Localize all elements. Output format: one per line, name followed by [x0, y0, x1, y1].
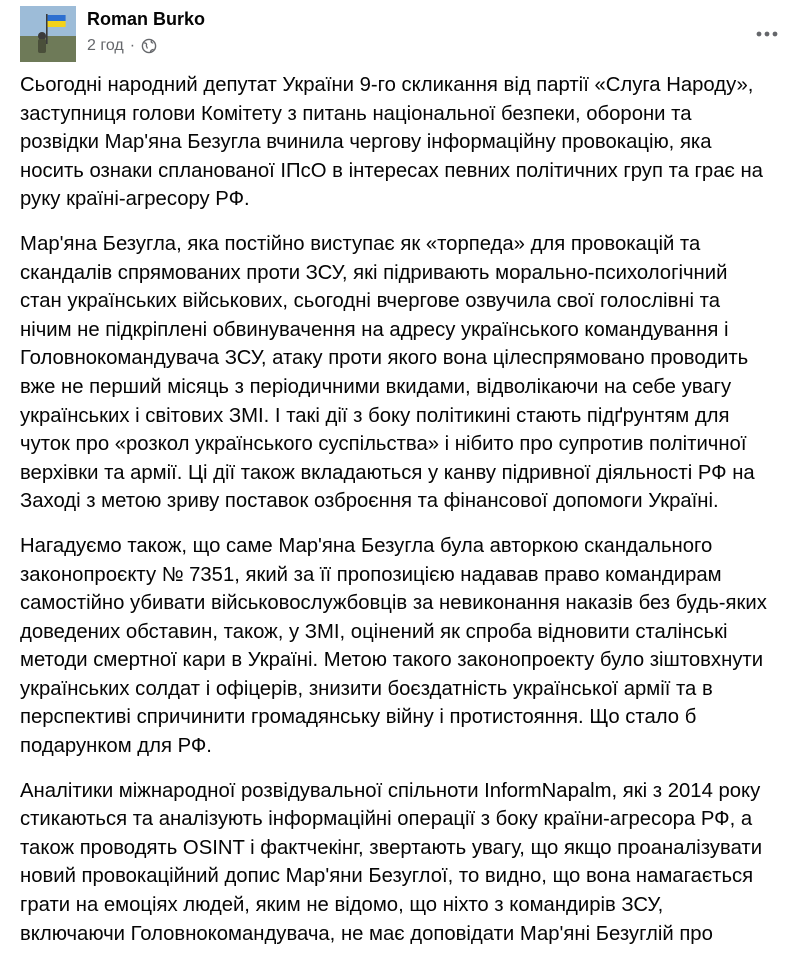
- more-options-button[interactable]: [747, 18, 787, 50]
- post-paragraph: Нагадуємо також, що саме Мар'яна Безугла була авторкою скандального законопроєкту № 7351, який за її пропозицією надавав право командирам самостійно убивати військовослужбовців за невиконання наказів без будь-яких доведених обставин, також, у ЗМІ, оцінений як спроба відновити сталінські методи смертної кари в Україні. Метою такого законопроекту було зіштовхнути українських солдат і офіцерів, знизити боєздатність української армії та в перспективі спричинити громадянську війну і протистояння. Що стало б подарунком для РФ.: [20, 534, 767, 758]
- avatar[interactable]: [20, 6, 76, 62]
- more-horizontal-icon: [756, 25, 778, 43]
- meta-separator: ·: [129, 37, 136, 54]
- post-time[interactable]: 2 год: [87, 37, 124, 54]
- post-paragraph: Мар'яна Безугла, яка постійно виступає як «торпеда» для провокацій та скандалів спрямованих проти ЗСУ, які підривають морально-психологічний стан українських військових, сьогодні вчергове озвучила свої голослівні та нічим не підкріплені обвинувачення на адресу українського командування і Головнокомандувача ЗСУ, атаку проти якого вона цілеспрямовано проводить вже не перший місяць з періодичними вкидами, відволікаючи на себе увагу українських і світових ЗМІ. І такі дії з боку політикині стають підґрунтям для чуток про «розкол українського суспільства» і нібито про супротив політичної верхівки та армії. Ці дії також вкладаються у канву підривної діяльності РФ на Заході з метою зриву поставок озброєння та фінансової допомоги Україні.: [20, 232, 755, 513]
- post-meta: [87, 37, 157, 55]
- author-name[interactable]: Roman Burko: [87, 9, 206, 29]
- globe-icon[interactable]: [141, 38, 157, 54]
- post-body: [20, 71, 786, 964]
- post-paragraph: Аналітики міжнародної розвідувальної спільноти InformNapalm, які з 2014 року стикаються та аналізують інформаційні операції з боку країни-агресора РФ, а також проводять OSINT і фактчекінг, звертають увагу, що якщо проаналізувати новий провокаційний допис Мар'яни Безуглої, то видно, що вона намагається грати на емоціях людей, яким не відомо, що ніхто з командирів ЗСУ, включаючи Головнокомандувача, не має доповідати Мар'яні Безуглій про: [20, 779, 763, 945]
- post-paragraph: Сьогодні народний депутат України 9-го скликання від партії «Слуга Народу», заступниця голови Комітету з питань національної безпеки, оборони та розвідки Мар'яна Безугла вчинила чергову інформаційну провокацію, яка носить ознаки спланованої ІПсО в інтересах певних політичних груп та грає на руку країні-агресору РФ.: [20, 74, 763, 211]
